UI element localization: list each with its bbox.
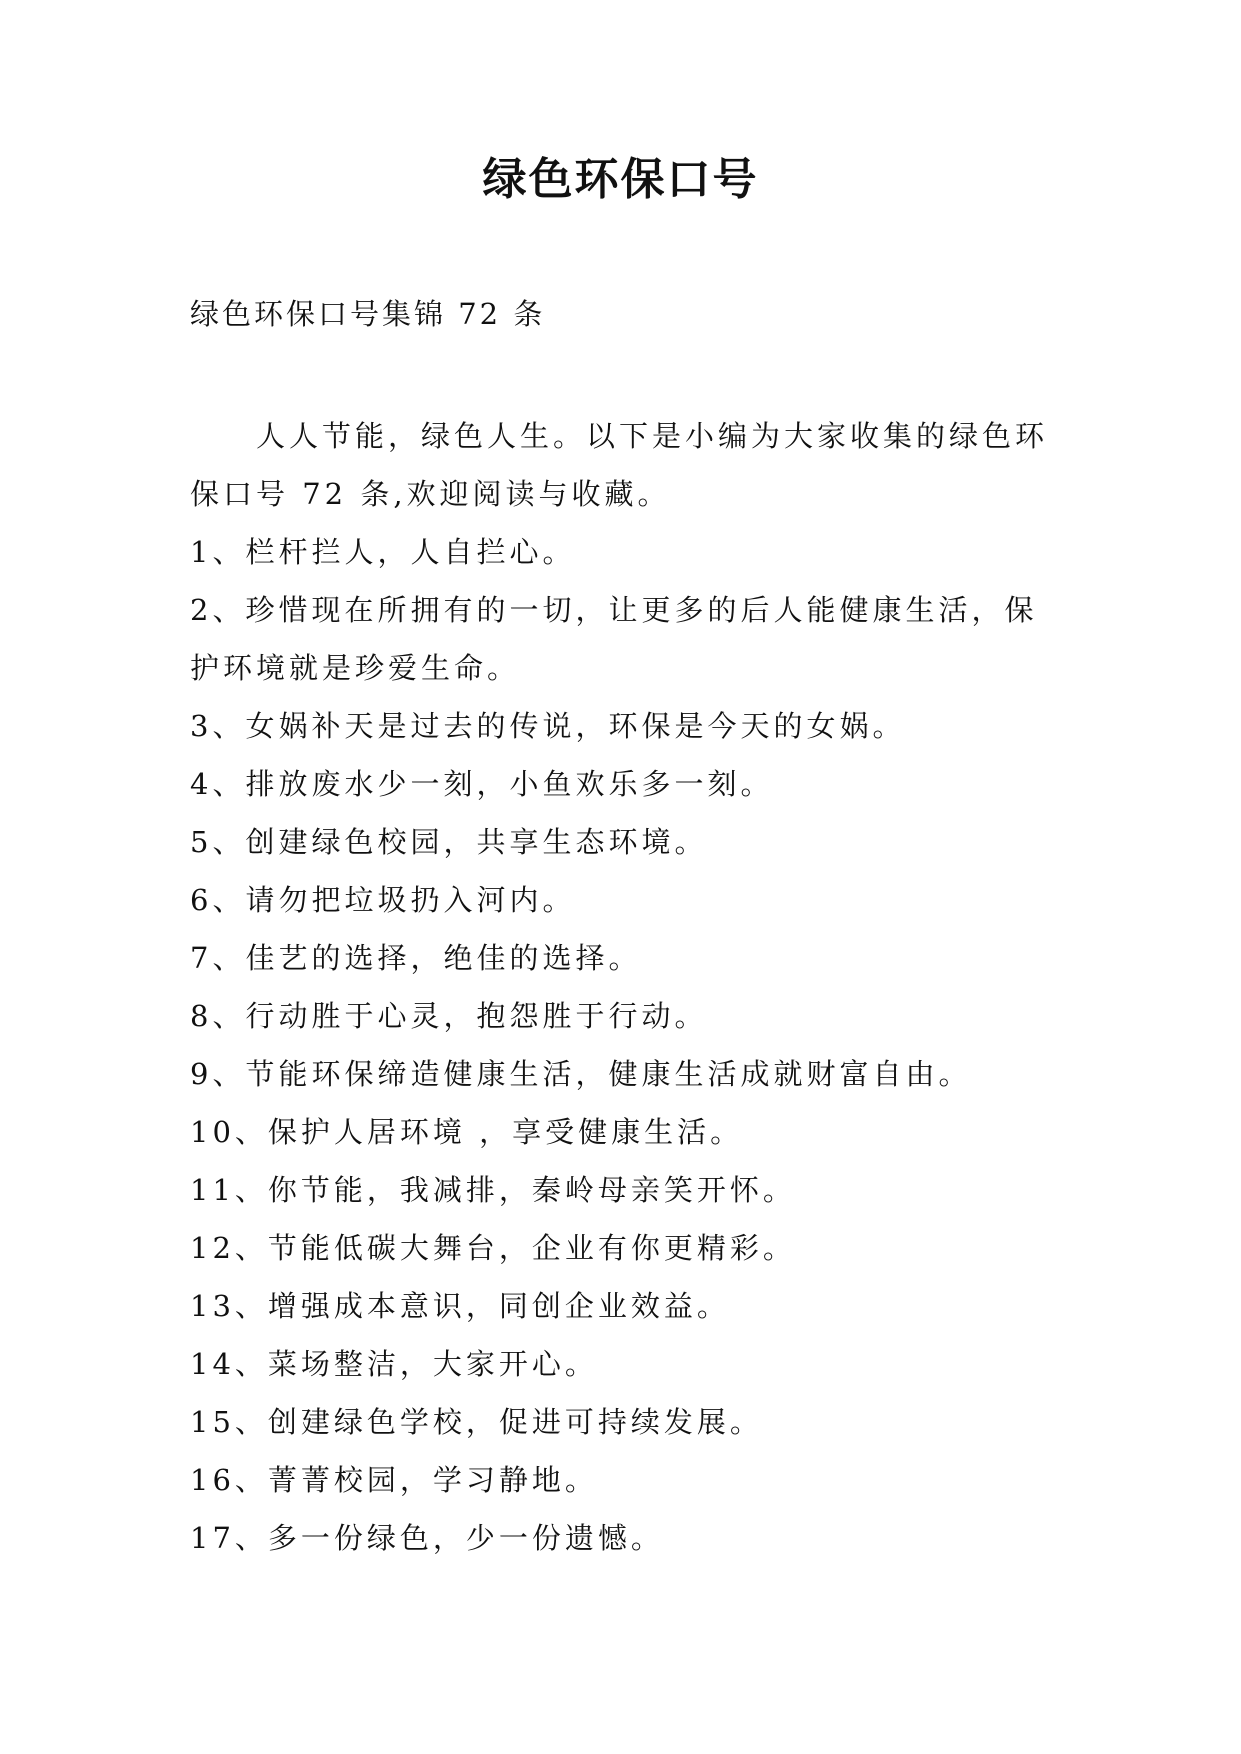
document-subtitle: 绿色环保口号集锦 72 条 xyxy=(190,297,546,331)
list-item: 11、你节能，我减排，秦岭母亲笑开怀。 xyxy=(190,1173,796,1207)
intro-paragraph: 人人节能，绿色人生。以下是小编为大家收集的绿色环保口号 72 条,欢迎阅读与收藏。 xyxy=(190,419,1049,511)
list-item: 10、保护人居环境 ，享受健康生活。 xyxy=(190,1115,744,1149)
list-item: 4、排放废水少一刻，小鱼欢乐多一刻。 xyxy=(190,767,774,801)
list-item: 15、创建绿色学校，促进可持续发展。 xyxy=(190,1405,763,1439)
list-item: 5、创建绿色校园，共享生态环境。 xyxy=(190,825,708,859)
list-item: 14、菜场整洁，大家开心。 xyxy=(190,1347,598,1381)
list-item: 8、行动胜于心灵，抱怨胜于行动。 xyxy=(190,999,708,1033)
list-item: 3、女娲补天是过去的传说，环保是今天的女娲。 xyxy=(190,709,906,743)
document-body xyxy=(190,407,1070,1567)
document-title: 绿色环保口号 xyxy=(482,154,759,205)
list-item: 9、节能环保缔造健康生活，健康生活成就财富自由。 xyxy=(190,1057,972,1091)
list-item: 17、多一份绿色，少一份遗憾。 xyxy=(190,1521,664,1555)
list-item: 2、珍惜现在所拥有的一切，让更多的后人能健康生活，保护环境就是珍爱生命。 xyxy=(190,593,1038,685)
list-item: 6、请勿把垃圾扔入河内。 xyxy=(190,883,576,917)
list-item: 13、增强成本意识，同创企业效益。 xyxy=(190,1289,730,1323)
list-item: 7、佳艺的选择，绝佳的选择。 xyxy=(190,941,642,975)
list-item: 16、菁菁校园，学习静地。 xyxy=(190,1463,598,1497)
list-item: 12、节能低碳大舞台，企业有你更精彩。 xyxy=(190,1231,796,1265)
list-item: 1、栏杆拦人，人自拦心。 xyxy=(190,535,576,569)
